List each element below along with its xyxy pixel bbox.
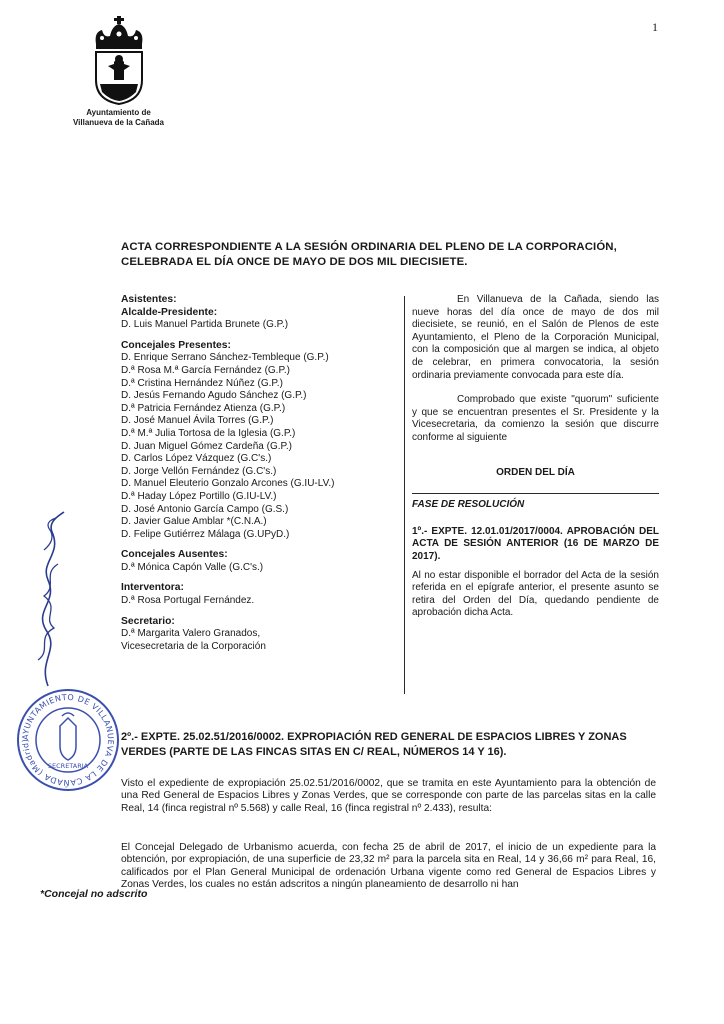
councillor-present: D. Javier Galue Amblar *(C.N.A.): [121, 516, 267, 528]
councillor-absent: D.ª Mónica Capón Valle (G.C's.): [121, 561, 264, 573]
municipal-crest-logo: [84, 14, 154, 106]
seal-ring-text: AYUNTAMIENTO DE VILLANUEVA DE LA CAÑADA (Madrid): [20, 692, 116, 788]
councillor-present: D.ª Haday López Portillo (G.IU-LV.): [121, 490, 277, 502]
org-name-line-2: Villanueva de la Cañada: [72, 118, 164, 127]
councillor-present: D.ª Rosa M.ª García Fernández (G.P.): [121, 364, 290, 376]
item2-title: 2º.- EXPTE. 25.02.51/2016/0002. EXPROPIACIÓN RED GENERAL DE ESPACIOS LIBRES Y ZONAS VERDES (PARTE DE LAS FINCAS SITAS EN C/ REAL, NÚMEROS 14 Y 16).: [121, 731, 627, 758]
item1-body: Al no estar disponible el borrador del Acta de la sesión referida en el epígrafe anterior, el presente asunto se retira del Orden del Día, quedando pendiente de aprobación dicha Acta.: [412, 569, 659, 619]
title-line-2: CELEBRADA EL DÍA ONCE DE MAYO DE DOS MIL DIECISIETE.: [121, 256, 468, 268]
secretaria-seal-stamp: [14, 686, 122, 794]
alcalde-name: D. Luis Manuel Partida Brunete (G.P.): [121, 319, 289, 331]
councillor-present: D.ª M.ª Julia Tortosa de la Iglesia (G.P.): [121, 427, 296, 439]
councillor-present: D. Enrique Serrano Sánchez-Tembleque (G.P.): [121, 352, 329, 364]
session-opening-column: [412, 294, 659, 620]
quorum-paragraph: Comprobado que existe "quorum" suficiente y que se encuentran presentes el Sr. Presidente y la Vicesecretaria, da comienzo la sesión que discurre conforme al siguiente: [412, 394, 659, 443]
alcalde-heading: Alcalde-Presidente:: [121, 306, 218, 318]
councillor-present: D. Felipe Gutiérrez Málaga (G.UPyD.): [121, 528, 290, 540]
councillor-present: D.ª Cristina Hernández Núñez (G.P.): [121, 377, 283, 389]
councillor-present: D. Juan Miguel Gómez Cardeña (G.P.): [121, 440, 293, 452]
councillor-present: D. Jorge Vellón Fernández (G.C's.): [121, 465, 277, 477]
councillor-present: D. Manuel Eleuterio Gonzalo Arcones (G.IU-LV.): [121, 478, 335, 490]
fase-heading: FASE DE RESOLUCIÓN: [412, 499, 525, 511]
orden-del-dia-heading: ORDEN DEL DÍA: [496, 466, 575, 478]
concejales-ausentes-heading: Concejales Ausentes:: [121, 549, 228, 561]
councillor-present: D. Jesús Fernando Agudo Sánchez (G.P.): [121, 390, 307, 402]
councillor-present: D. Carlos López Vázquez (G.C's.): [121, 453, 272, 465]
interventora-heading: Interventora:: [121, 582, 184, 594]
item2-paragraph-1: Visto el expediente de expropiación 25.02.51/2016/0002, que se tramita en este Ayuntamiento para la obtención de una Red General de Espacios Libres y Zonas Verdes, que se corresponde con parte de las parcelas sitas en la calle Real, 14 (finca registral nº 5.568) y calle Real, 16 (finca registral nº 2.433), resulta:: [121, 778, 656, 814]
councillor-present: D. José Manuel Ávila Torres (G.P.): [121, 415, 274, 427]
secretario-name: D.ª Margarita Valero Granados,: [121, 628, 261, 640]
org-name-line-1: Ayuntamiento de: [86, 108, 151, 117]
intro-paragraph: En Villanueva de la Cañada, siendo las nueve horas del día once de mayo de dos mil diecisiete, se reunió, en el Salón de Plenos de este Ayuntamiento, el Pleno de la Corporación Municipal, con la composición que al margen se indica, al objeto de celebrar, en primera convocatoria, la sesión ordinaria previamente convocada para este día.: [412, 294, 659, 381]
item1-title: 1º.- EXPTE. 12.01.01/2017/0004. APROBACIÓN DEL ACTA DE SESIÓN ANTERIOR (16 DE MARZO DE 2017).: [412, 525, 659, 562]
document-title: [121, 240, 666, 270]
concejales-presentes-heading: Concejales Presentes:: [121, 339, 231, 351]
column-divider: [404, 296, 405, 694]
footnote: *Concejal no adscrito: [40, 888, 148, 900]
item2-paragraph-2: El Concejal Delegado de Urbanismo acuerda, con fecha 25 de abril de 2017, el inicio de un expediente para la obtención, por expropiación, de una superficie de 23,32 m² para la parcela sita en Real, 14 y 36,66 m² para Real, 16, calificados por el Plan General Municipal de ordenación Urbana vigente como red General de Espacios Libres y Zonas Verdes, los cuales no están adscritos a ningún planeamiento de desarrollo ni han: [121, 842, 656, 891]
handwritten-signature: [8, 510, 80, 690]
asistentes-heading: Asistentes:: [121, 294, 177, 305]
seal-center-text: SECRETARIA: [47, 762, 89, 770]
organization-name: [56, 108, 181, 128]
interventora-name: D.ª Rosa Portugal Fernández.: [121, 595, 255, 607]
secretario-heading: Secretario:: [121, 615, 175, 627]
councillor-present: D. José Antonio García Campo (G.S.): [121, 503, 289, 515]
page-number: 1: [652, 20, 658, 34]
secretario-role: Vicesecretaria de la Corporación: [121, 640, 266, 652]
title-line-1: ACTA CORRESPONDIENTE A LA SESIÓN ORDINARIA DEL PLENO DE LA CORPORACIÓN,: [121, 241, 617, 253]
councillor-present: D.ª Patricia Fernández Atienza (G.P.): [121, 402, 286, 414]
attendees-list: [121, 294, 401, 653]
svg-text:AYUNTAMIENTO DE VILLANUEVA DE: [21, 693, 115, 788]
